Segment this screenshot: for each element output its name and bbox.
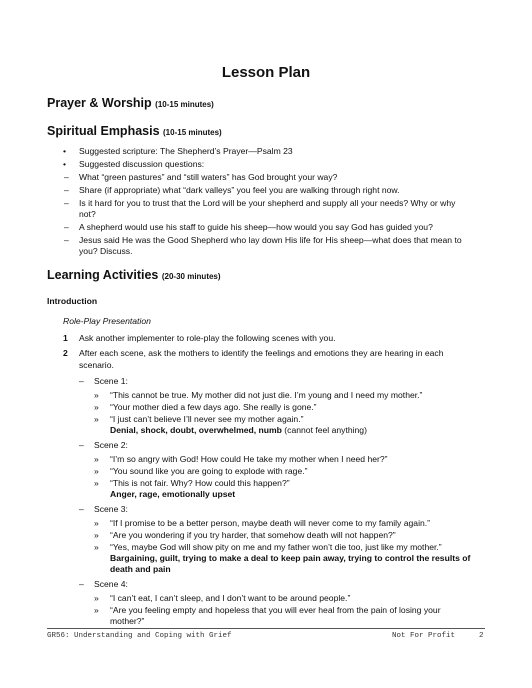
quote-marker: » [94, 593, 99, 603]
scripture-bullet: Suggested scripture: The Shepherd’s Prayer—Psalm 23 [79, 146, 293, 156]
dash-marker: – [64, 185, 69, 195]
quote-marker: » [94, 478, 99, 488]
discussion-question: A shepherd would use his staff to guide his sheep—how would you say God has guided you? [79, 222, 433, 232]
questions-bullet: Suggested discussion questions: [79, 159, 205, 169]
scene-answer-continued: death and pain [110, 564, 171, 574]
step-text: After each scene, ask the mothers to identify the feelings and emotions they are hearing in each [79, 348, 444, 358]
page-title: Lesson Plan [221, 64, 311, 81]
scene-answer: Bargaining, guilt, trying to make a deal to keep pain away, trying to control the results of [110, 553, 471, 563]
scene-quote-continued: mother?” [110, 616, 145, 626]
section-duration: (10-15 minutes) [163, 128, 222, 137]
scene-quote: “I just can’t believe I’ll never see my mother again.” [110, 414, 304, 424]
section-duration: (20-30 minutes) [161, 272, 221, 281]
discussion-question: Is it hard for you to trust that the Lord will be your shepherd and supply all your needs? Why or why [79, 198, 456, 208]
scene-answer: Anger, rage, emotionally upset [110, 489, 236, 499]
discussion-question: What “green pastures” and “still waters” has God brought your way? [79, 172, 338, 182]
bullet-marker: • [63, 159, 67, 169]
dash-marker: – [79, 579, 84, 589]
dash-marker: – [64, 198, 69, 208]
quote-marker: » [94, 530, 99, 540]
section-title: Spiritual Emphasis [47, 124, 160, 138]
section-heading-learning [47, 268, 221, 282]
scene-quote: “Yes, maybe God will show pity on me and my father won’t die too, just like my mother.” [110, 542, 442, 552]
roleplay-subheading: Role-Play Presentation [63, 316, 151, 326]
scene-quote: “If I promise to be a better person, maybe death will never come to my family again.” [110, 518, 431, 528]
quote-marker: » [94, 402, 99, 412]
discussion-question: Share (if appropriate) what “dark valleys” you feel you are walking through right now. [79, 185, 400, 195]
scene-quote: “Your mother died a few days ago. She really is gone.” [110, 402, 317, 412]
quote-marker: » [94, 605, 99, 615]
scene-quote: “Are you wondering if you try harder, that somehow death will not happen?” [110, 530, 396, 540]
quote-marker: » [94, 414, 99, 424]
step-number: 1 [63, 333, 68, 343]
scene-label: Scene 3: [94, 504, 128, 514]
quote-marker: » [94, 518, 99, 528]
quote-marker: » [94, 390, 99, 400]
step-text-continued: scenario. [79, 360, 114, 370]
bullet-marker: • [63, 146, 67, 156]
dash-marker: – [79, 504, 84, 514]
scene-quote: “This cannot be true. My mother did not just die. I’m young and I need my mother.” [110, 390, 423, 400]
section-title: Prayer & Worship [47, 96, 152, 110]
quote-marker: » [94, 466, 99, 476]
section-heading-spiritual [47, 124, 222, 138]
quote-marker: » [94, 454, 99, 464]
footer-rule [47, 628, 485, 629]
dash-marker: – [79, 376, 84, 386]
discussion-question: Jesus said He was the Good Shepherd who lay down His life for His sheep—what does that mean to [79, 235, 462, 245]
scene-quote: “You sound like you are going to explode with rage.” [110, 466, 308, 476]
scene-label: Scene 2: [94, 440, 128, 450]
dash-marker: – [64, 172, 69, 182]
scene-quote: “I can’t eat, I can’t sleep, and I don’t want to be around people.” [110, 593, 351, 603]
scene-answer-note: (cannot feel anything) [281, 425, 367, 435]
section-heading-prayer [47, 96, 214, 110]
dash-marker: – [64, 222, 69, 232]
scene-quote: “I’m so angry with God! How could He take my mother when I need her?” [110, 454, 388, 464]
scene-quote: “This is not fair. Why? How could this happen?” [110, 478, 290, 488]
scene-answer-emotions: Denial, shock, doubt, overwhelmed, numb [110, 425, 282, 435]
dash-marker: – [79, 440, 84, 450]
footer-page-number: 2 [479, 632, 484, 640]
quote-marker: » [94, 542, 99, 552]
section-title: Learning Activities [47, 268, 159, 282]
scene-label: Scene 1: [94, 376, 128, 386]
discussion-question-continued: not? [79, 209, 96, 219]
step-number: 2 [63, 348, 68, 358]
footer-document-title: GR56: Understanding and Coping with Grief [47, 632, 232, 640]
section-duration: (10-15 minutes) [155, 100, 214, 109]
discussion-question-continued: you? Discuss. [79, 246, 133, 256]
scene-answer [110, 425, 367, 436]
dash-marker: – [64, 235, 69, 245]
step-text: Ask another implementer to role-play the following scenes with you. [79, 333, 336, 343]
introduction-heading: Introduction [47, 296, 98, 306]
footer-notice: Not For Profit [392, 632, 456, 640]
scene-quote: “Are you feeling empty and hopeless that you will ever heal from the pain of losing your [110, 605, 441, 615]
scene-label: Scene 4: [94, 579, 128, 589]
